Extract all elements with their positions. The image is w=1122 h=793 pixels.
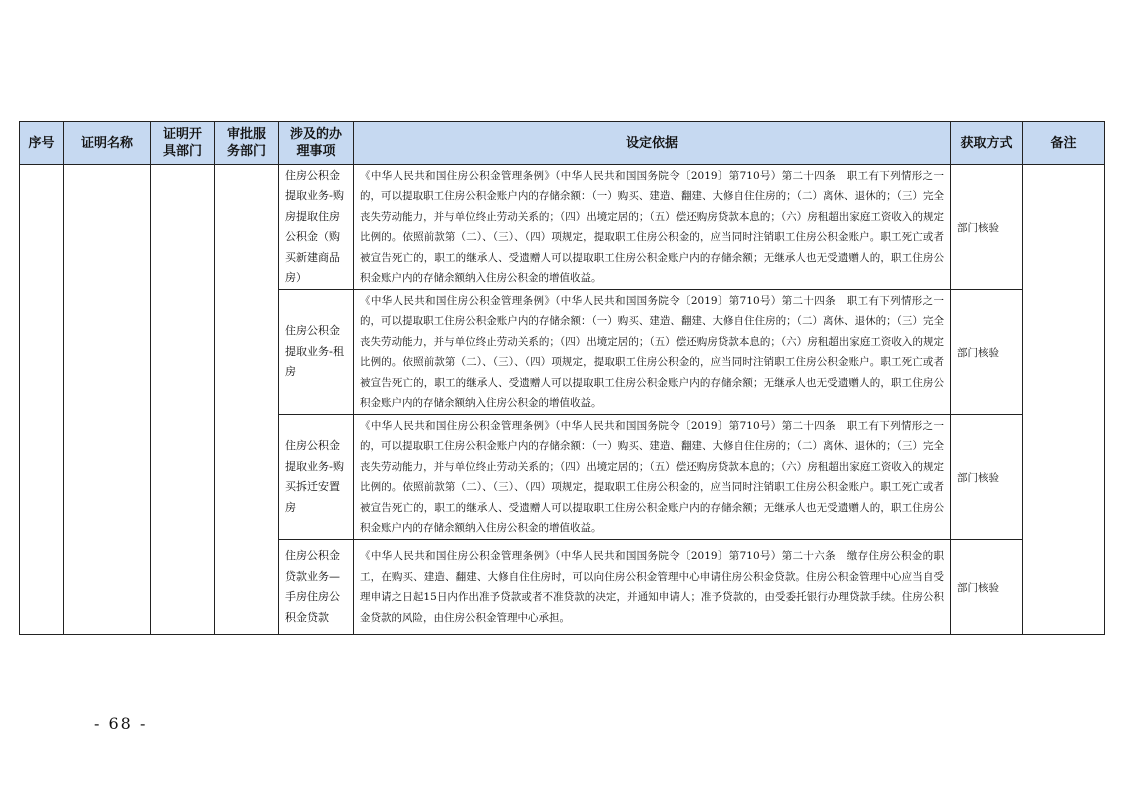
- table-header: [20, 122, 1105, 165]
- header-seq: 序号: [20, 122, 64, 165]
- method-cell: 部门核验: [951, 290, 1023, 415]
- matter-cell: 住房公积金提取业务-购买拆迁安置房: [279, 415, 354, 540]
- basis-cell: 《中华人民共和国住房公积金管理条例》（中华人民共和国国务院令〔2019〕第710号）第二十六条 缴存住房公积金的职工，在购买、建造、翻建、大修自住住房时，可以向住房公积金管理中心申请住房公积金贷款。住房公积金管理中心应当自受理申请之日起15日内作出准予贷款或者不准贷款的决定，并通知申请人；准予贷款的，由受委托银行办理贷款手续。住房公积金贷款的风险，由住房公积金管理中心承担。: [354, 540, 951, 635]
- header-method: 获取方式: [951, 122, 1023, 165]
- header-matters: 涉及的办理事项: [279, 122, 354, 165]
- basis-cell: 《中华人民共和国住房公积金管理条例》（中华人民共和国国务院令〔2019〕第710号）第二十四条 职工有下列情形之一的，可以提取职工住房公积金账户内的存储余额：（一）购买、建造、翻建、大修自住住房的；（二）离休、退休的；（三）完全丧失劳动能力，并与单位终止劳动关系的；（四）出境定居的；（五）偿还购房贷款本息的；（六）房租超出家庭工资收入的规定比例的。依照前款第（二）、（三）、（四）项规定，提取职工住房公积金的，应当同时注销职工住房公积金账户。职工死亡或者被宣告死亡的，职工的继承人、受遗赠人可以提取职工住房公积金账户内的存储余额；无继承人也无受遗赠人的，职工住房公积金账户内的存储余额纳入住房公积金的增值收益。: [354, 290, 951, 415]
- table-row: [20, 165, 1105, 290]
- basis-cell: 《中华人民共和国住房公积金管理条例》（中华人民共和国国务院令〔2019〕第710号）第二十四条 职工有下列情形之一的，可以提取职工住房公积金账户内的存储余额：（一）购买、建造、翻建、大修自住住房的；（二）离休、退休的；（三）完全丧失劳动能力，并与单位终止劳动关系的；（四）出境定居的；（五）偿还购房贷款本息的；（六）房租超出家庭工资收入的规定比例的。依照前款第（二）、（三）、（四）项规定，提取职工住房公积金的，应当同时注销职工住房公积金账户。职工死亡或者被宣告死亡的，职工的继承人、受遗赠人可以提取职工住房公积金账户内的存储余额；无继承人也无受遗赠人的，职工住房公积金账户内的存储余额纳入住房公积金的增值收益。: [354, 165, 951, 290]
- matter-cell: 住房公积金提取业务-购房提取住房公积金（购买新建商品房）: [279, 165, 354, 290]
- remarks-cell: [1023, 165, 1105, 635]
- header-approval-dept: 审批服务部门: [215, 122, 279, 165]
- certificate-table: [19, 121, 1105, 635]
- header-issuing-dept: 证明开具部门: [151, 122, 215, 165]
- basis-cell: 《中华人民共和国住房公积金管理条例》（中华人民共和国国务院令〔2019〕第710号）第二十四条 职工有下列情形之一的，可以提取职工住房公积金账户内的存储余额：（一）购买、建造、翻建、大修自住住房的；（二）离休、退休的；（三）完全丧失劳动能力，并与单位终止劳动关系的；（四）出境定居的；（五）偿还购房贷款本息的；（六）房租超出家庭工资收入的规定比例的。依照前款第（二）、（三）、（四）项规定，提取职工住房公积金的，应当同时注销职工住房公积金账户。职工死亡或者被宣告死亡的，职工的继承人、受遗赠人可以提取职工住房公积金账户内的存储余额；无继承人也无受遗赠人的，职工住房公积金账户内的存储余额纳入住房公积金的增值收益。: [354, 415, 951, 540]
- header-cert-name: 证明名称: [64, 122, 151, 165]
- page-number: - 68 -: [94, 714, 148, 733]
- header-basis: 设定依据: [354, 122, 951, 165]
- header-remarks: 备注: [1023, 122, 1105, 165]
- issuing-dept-cell: [151, 165, 215, 635]
- matter-cell: 住房公积金贷款业务—手房住房公积金贷款: [279, 540, 354, 635]
- method-cell: 部门核验: [951, 540, 1023, 635]
- approval-dept-cell: [215, 165, 279, 635]
- matter-cell: 住房公积金提取业务-租房: [279, 290, 354, 415]
- method-cell: 部门核验: [951, 165, 1023, 290]
- cert-name-cell: [64, 165, 151, 635]
- seq-cell: [20, 165, 64, 635]
- method-cell: 部门核验: [951, 415, 1023, 540]
